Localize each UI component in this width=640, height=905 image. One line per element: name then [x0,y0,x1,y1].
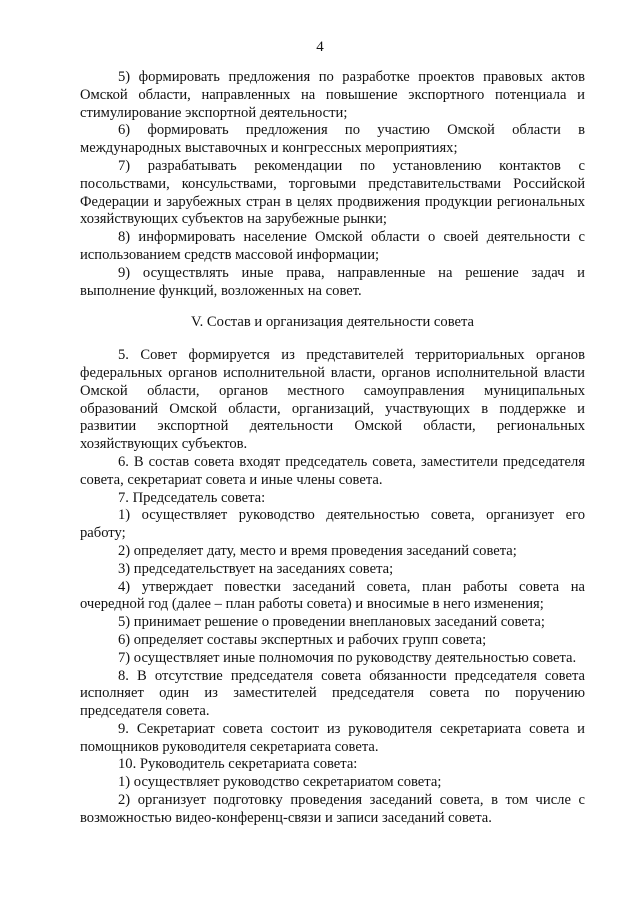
paragraph-item-5-proposals: 5) формировать предложения по разработке проектов правовых актов Омской области, направленных на повышение экспортного потенциала и стимулирование экспортной деятельности; [80,69,585,121]
paragraph-chairman-item-1: 1) осуществляет руководство деятельностью совета, организует его работу; [80,507,585,542]
paragraph-clause-7-chairman: 7. Председатель совета: [118,489,266,506]
paragraph-clause-10-head-secretariat: 10. Руководитель секретариата совета: [118,756,358,773]
document-body [80,69,585,828]
paragraph-item-6-exhibitions: 6) формировать предложения по участию Омской области в международных выставочных и конгрессных мероприятиях; [80,122,585,157]
paragraph-item-8-inform-population: 8) информировать население Омской области о своей деятельности с использованием средств массовой информации; [80,229,585,263]
paragraph-head-secretariat-item-2: 2) организует подготовку проведения заседаний совета, в том числе с возможностью видео-конференц-связи и записи заседаний совета. [80,792,585,826]
paragraph-item-7-recommendations: 7) разрабатывать рекомендации по установлению контактов с посольствами, консульствами, торговыми представительствами Российской Федерации и зарубежных стран в целях продвижения продукции региональных хозяйствующих субъектов на зарубежные рынки; [80,157,585,228]
paragraph-chairman-item-3: 3) председательствует на заседаниях совета; [118,560,394,577]
paragraph-chairman-item-6: 6) определяет составы экспертных и рабочих групп совета; [118,631,487,648]
paragraph-chairman-item-5: 5) принимает решение о проведении внеплановых заседаний совета; [118,614,545,631]
section-heading: V. Состав и организация деятельности совета [190,314,475,331]
paragraph-clause-6-composition: 6. В состав совета входят председатель совета, заместители председателя совета, секретариат совета и иные члены совета. [80,453,585,488]
paragraph-item-9-other-rights: 9) осуществлять иные права, направленные на решение задач и выполнение функций, возложенных на совет. [80,264,585,299]
paragraph-chairman-item-2: 2) определяет дату, место и время проведения заседаний совета; [118,542,517,559]
paragraph-chairman-item-7: 7) осуществляет иные полномочия по руководству деятельностью совета. [118,649,577,666]
page-number: 4 [316,39,324,55]
paragraph-clause-5-formation: 5. Совет формируется из представителей территориальных органов федеральных органов исполнительной власти, органов исполнительной власти Омской области, органов местного самоуправления муниципальных образований Омской области, организаций, участвующих в поддержке и развитии экспортной деятельности Омской области, региональных хозяйствующих субъектов. [80,347,585,453]
paragraph-head-secretariat-item-1: 1) осуществляет руководство секретариатом совета; [118,774,442,791]
paragraph-chairman-item-4: 4) утверждает повестки заседаний совета, план работы совета на очередной год (далее – план работы совета) и вносимые в него изменения; [80,578,585,613]
paragraph-clause-9-secretariat: 9. Секретариат совета состоит из руководителя секретариата совета и помощников руководителя секретариата совета. [80,720,585,755]
paragraph-clause-8-absence: 8. В отсутствие председателя совета обязанности председателя совета исполняет один из заместителей председателя совета по поручению председателя совета. [80,667,585,720]
